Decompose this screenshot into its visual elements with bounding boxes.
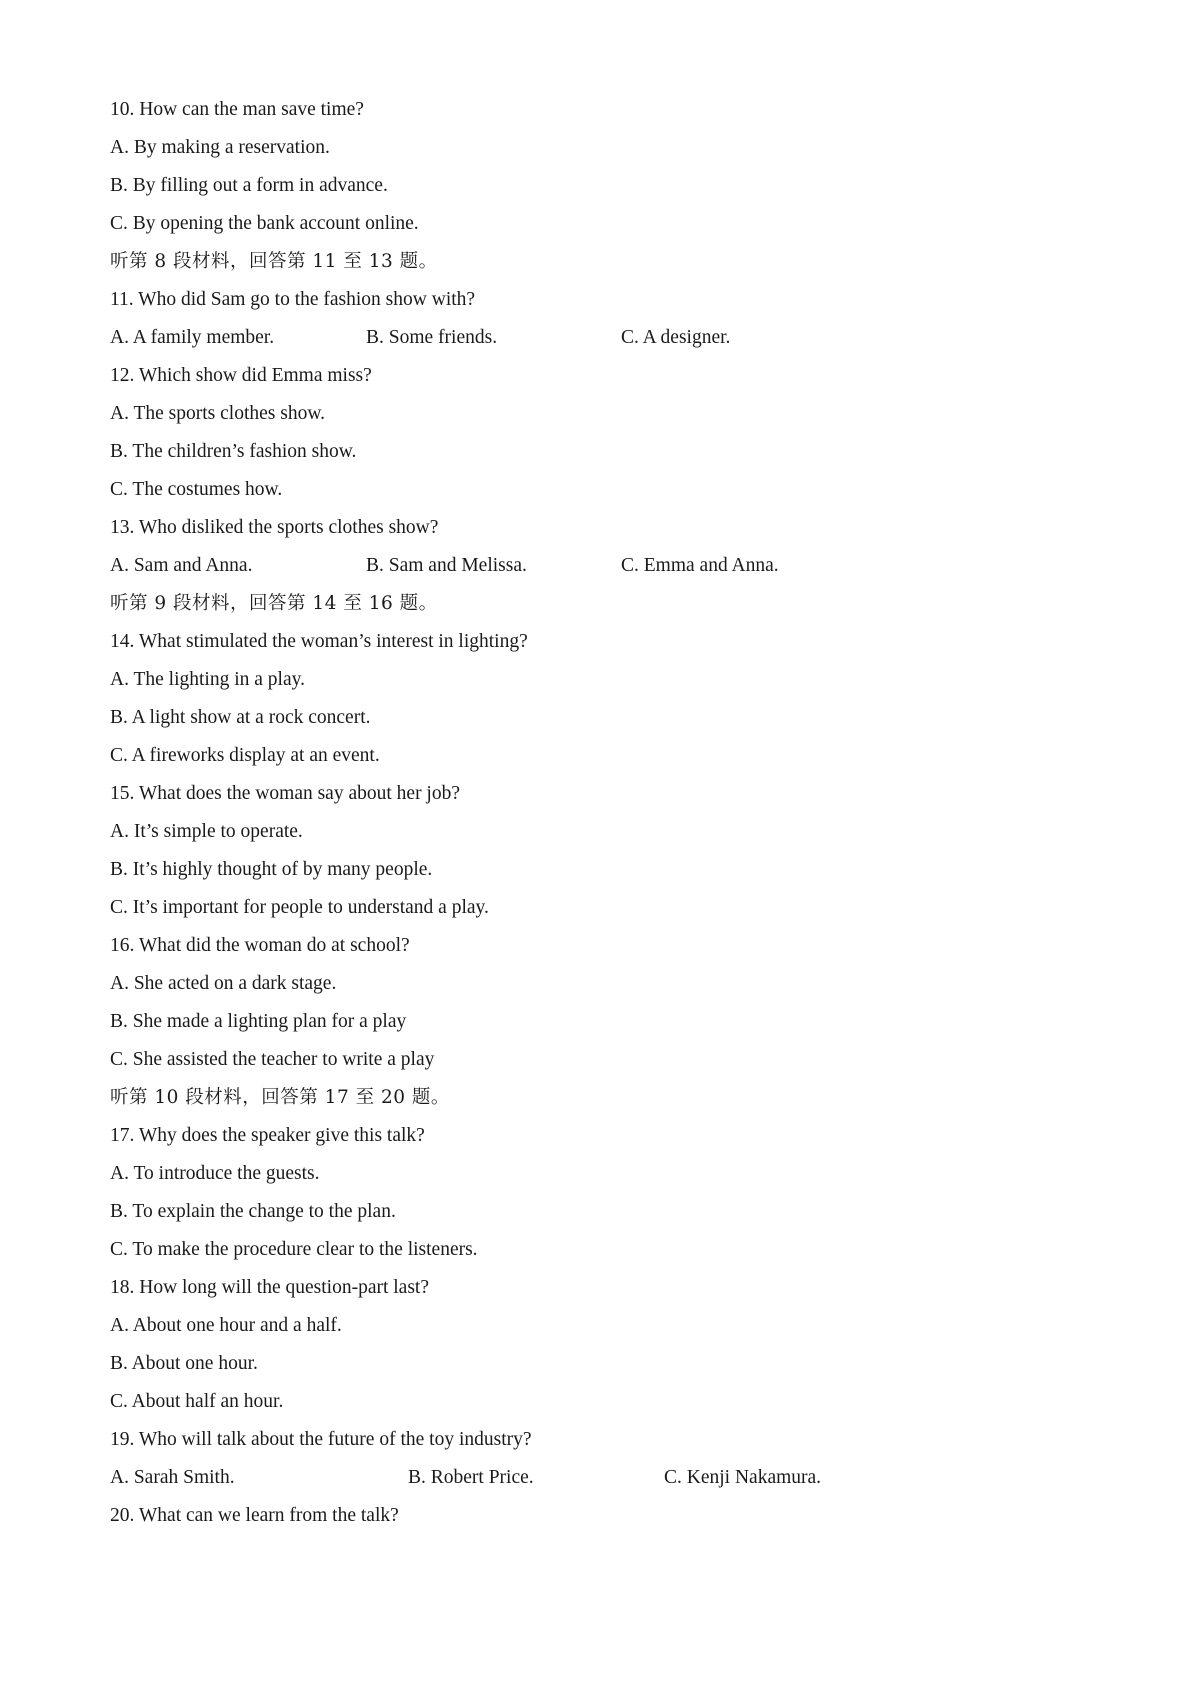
question-20-stem: 20. What can we learn from the talk? [110, 1505, 399, 1526]
question-15-stem: 15. What does the woman say about her job? [110, 783, 461, 804]
question-17-option-c: C. To make the procedure clear to the listeners. [110, 1239, 478, 1260]
question-18-option-c: C. About half an hour. [110, 1391, 284, 1412]
question-10-option-b: B. By filling out a form in advance. [110, 175, 388, 196]
question-11-stem: 11. Who did Sam go to the fashion show with? [110, 289, 476, 310]
question-14-stem: 14. What stimulated the woman’s interest in lighting? [110, 631, 528, 652]
question-17-stem: 17. Why does the speaker give this talk? [110, 1125, 425, 1146]
question-17-option-b: B. To explain the change to the plan. [110, 1201, 396, 1222]
question-12-option-a: A. The sports clothes show. [110, 403, 326, 424]
question-18-stem: 18. How long will the question-part last? [110, 1277, 429, 1298]
section-10-instruction: 听第 10 段材料，回答第 17 至 20 题。 [110, 1087, 450, 1108]
question-19-stem: 19. Who will talk about the future of the toy industry? [110, 1429, 532, 1450]
question-16-option-c: C. She assisted the teacher to write a play [110, 1049, 435, 1070]
question-13-option-a: A. Sam and Anna. [110, 555, 253, 576]
question-10-option-a: A. By making a reservation. [110, 137, 330, 158]
question-13-option-c: C. Emma and Anna. [621, 555, 779, 576]
question-16-stem: 16. What did the woman do at school? [110, 935, 410, 956]
question-15-option-b: B. It’s highly thought of by many people. [110, 859, 433, 880]
question-10-stem: 10. How can the man save time? [110, 99, 364, 120]
question-18-option-a: A. About one hour and a half. [110, 1315, 342, 1336]
question-19-option-b: B. Robert Price. [408, 1467, 534, 1488]
question-19-option-a: A. Sarah Smith. [110, 1467, 235, 1488]
section-8-instruction: 听第 8 段材料，回答第 11 至 13 题。 [110, 251, 438, 272]
question-15-option-c: C. It’s important for people to understand a play. [110, 897, 489, 918]
question-14-option-b: B. A light show at a rock concert. [110, 707, 371, 728]
question-19-option-c: C. Kenji Nakamura. [664, 1467, 822, 1488]
question-16-option-a: A. She acted on a dark stage. [110, 973, 337, 994]
question-17-option-a: A. To introduce the guests. [110, 1163, 320, 1184]
question-11-option-b: B. Some friends. [366, 327, 498, 348]
question-11-option-c: C. A designer. [621, 327, 731, 348]
question-12-option-b: B. The children’s fashion show. [110, 441, 357, 462]
question-14-option-c: C. A fireworks display at an event. [110, 745, 380, 766]
question-13-stem: 13. Who disliked the sports clothes show? [110, 517, 439, 538]
question-18-option-b: B. About one hour. [110, 1353, 258, 1374]
question-14-option-a: A. The lighting in a play. [110, 669, 305, 690]
question-13-option-b: B. Sam and Melissa. [366, 555, 527, 576]
section-9-instruction: 听第 9 段材料，回答第 14 至 16 题。 [110, 593, 438, 614]
question-11-option-a: A. A family member. [110, 327, 275, 348]
question-16-option-b: B. She made a lighting plan for a play [110, 1011, 407, 1032]
question-12-stem: 12. Which show did Emma miss? [110, 365, 372, 386]
question-12-option-c: C. The costumes how. [110, 479, 283, 500]
question-10-option-c: C. By opening the bank account online. [110, 213, 419, 234]
question-15-option-a: A. It’s simple to operate. [110, 821, 303, 842]
